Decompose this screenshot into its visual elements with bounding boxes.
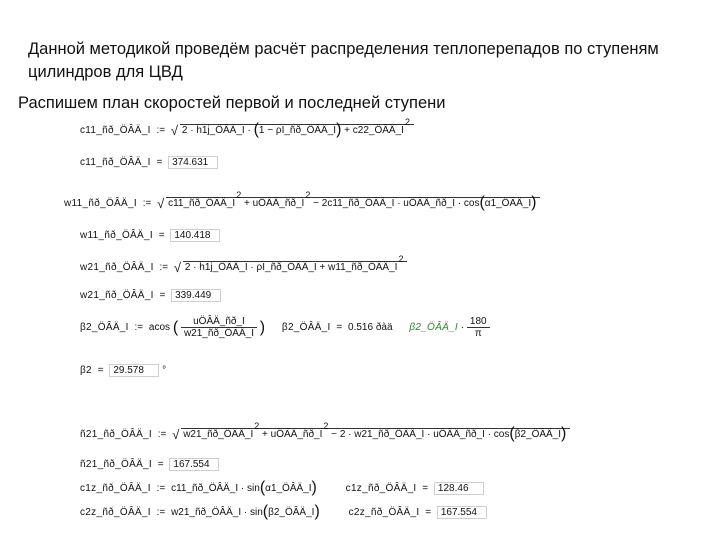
eq4-assign: := (134, 322, 144, 334)
eq2-t4: α1_ÖÂÄ_I (484, 198, 532, 209)
result-w21: w21_ñð_ÖÂÄ_I = 339.449 (80, 289, 221, 302)
eq5-t2: uÖÂÄ_ñð_I (270, 429, 323, 440)
eq6-lhs: c1z_ñð_ÖÂÄ_I (80, 483, 151, 494)
eq4-num: uÖÂÄ_ñð_I (181, 316, 257, 328)
eq7-t1: w21_ñð_ÖÂÄ_I · sin (171, 507, 263, 518)
eq5-sqrt: √ w21_ñð_ÖÂÄ_I2 + uÖÂÄ_ñð_I2 − 2 · w21_ñð_ÖÂÄ_I · uÖÂÄ_ñð_I · cos(β2_ÖÂÄ_I) (181, 428, 570, 440)
eq5-assign: := (157, 429, 167, 440)
result-c11: c11_ñð_ÖÂÄ_I = 374.631 (80, 156, 218, 169)
res4-value: 29.578 (109, 364, 159, 377)
eq4-fn: acos (148, 322, 171, 334)
res1-lhs: c11_ñð_ÖÂÄ_I (80, 157, 151, 168)
res5-value: 167.554 (169, 458, 219, 471)
res4-degree-mark: ° (162, 365, 167, 376)
equation-beta2: β2_ÖÂÄ_I := acos ( $\frac{\text{uÖÂÄ\_ñð\_I}}{\text{w21\_ñð\_ÖÂÄ\_I}}$ ) β2_ÖÂÄ_I = 0.516 ðàä β2_ÖÂÄ_I · $\frac{180}{\pi}$ (80, 316, 490, 339)
eq1-assign: := (156, 125, 166, 136)
eq1-lhs: c11_ñð_ÖÂÄ_I (80, 125, 151, 136)
eq7-assign: := (156, 507, 166, 518)
eq4-value: 0.516 (348, 322, 374, 334)
result-c21: ñ21_ñð_ÖÂÄ_I = 167.554 (80, 458, 219, 471)
eq7-lhs: c2z_ñð_ÖÂÄ_I (80, 507, 151, 518)
section-heading: Распишем план скоростей первой и последней ступени (18, 94, 446, 112)
eq7-value: 167.554 (437, 506, 487, 519)
res3-lhs: w21_ñð_ÖÂÄ_I (80, 290, 154, 301)
equation-w11 (64, 190, 540, 212)
eq7-t2: β2_ÖÂÄ_I (268, 507, 315, 518)
eq3-lhs: w21_ñð_ÖÂÄ_I (80, 262, 154, 273)
eq1-f5: c22_ÖÂÄ_I (352, 125, 404, 136)
intro-paragraph: Данной методикой проведём расчёт распределения теплоперепадов по ступеням цилиндров для ЦВД (28, 40, 659, 81)
equation-c2z: c2z_ñð_ÖÂÄ_I := w21_ñð_ÖÂÄ_I · sin(β2_ÖÂÄ_I) c2z_ñð_ÖÂÄ_I = 167.554 (80, 506, 487, 519)
res3-value: 339.449 (171, 289, 221, 302)
eq4-lhs: β2_ÖÂÄ_I (80, 322, 129, 334)
eq3-sqrt: √ 2 · h1j_ÖÂÄ_I · ρI_ñð_ÖÂÄ_I + w11_ñð_ÖÂÄ_I2 (183, 261, 408, 273)
eq5-t1: w21_ñð_ÖÂÄ_I (183, 429, 254, 440)
res1-value: 374.631 (168, 156, 218, 169)
eq2-lhs: w11_ñð_ÖÂÄ_I (64, 198, 137, 209)
eq6-assign: := (156, 483, 166, 494)
eq6-t1: c11_ñð_ÖÂÄ_I · sin (171, 483, 260, 494)
eq2-t3: 2c11_ñð_ÖÂÄ_I · uÖÂÄ_ñð_I · cos (321, 198, 480, 209)
eq2-t1: c11_ñð_ÖÂÄ_I (168, 198, 236, 209)
eq4-fraction (181, 316, 257, 339)
eq3-t2: w11_ñð_ÖÂÄ_I (328, 262, 398, 273)
eq1-sqrt: √ 2 · h1j_ÖÂÄ_I · (1 − ρI_ñð_ÖÂÄ_I) + c22_ÖÂÄ_I2 (180, 124, 414, 136)
res4-lhs: β2 (80, 365, 92, 376)
res5-lhs: ñ21_ñð_ÖÂÄ_I (80, 459, 152, 470)
eq6-lhs2: c1z_ñð_ÖÂÄ_I (345, 483, 417, 494)
eq4-den: w21_ñð_ÖÂÄ_I (183, 328, 254, 339)
result-beta2: β2 = 29.578 ° (80, 365, 167, 376)
equation-c21 (80, 421, 570, 443)
eq5-t4: β2_ÖÂÄ_I (514, 429, 562, 440)
eq3-exp: 2 (398, 254, 404, 264)
eq1-f3: 1 (258, 125, 265, 136)
eq2-assign: := (142, 198, 152, 209)
eq1-exp: 2 (404, 117, 410, 127)
eq1-f4: ρI_ñð_ÖÂÄ_I (275, 125, 337, 136)
eq4-unit: ðàä (375, 322, 393, 334)
eq3-assign: := (159, 262, 169, 273)
eq5-t3: 2 · w21_ñð_ÖÂÄ_I · uÖÂÄ_ñð_I · cos (339, 429, 510, 440)
eq1-f2: h1j_ÖÂÄ_I (196, 125, 245, 136)
eq4-num2: 180 (467, 316, 490, 328)
eq6-value: 128.46 (434, 482, 484, 495)
equation-w21 (80, 254, 407, 273)
equation-c11 (80, 117, 414, 139)
res2-value: 140.418 (170, 229, 220, 242)
eq5-lhs: ñ21_ñð_ÖÂÄ_I (80, 429, 152, 440)
eq2-sqrt: √ c11_ñð_ÖÂÄ_I2 + uÖÂÄ_ñð_I2 − 2c11_ñð_ÖÂÄ_I · uÖÂÄ_ñð_I · cos(α1_ÖÂÄ_I) (166, 197, 540, 209)
eq7-lhs2: c2z_ñð_ÖÂÄ_I (348, 507, 420, 518)
eq3-t1: 2 · h1j_ÖÂÄ_I · ρI_ñð_ÖÂÄ_I (184, 262, 317, 273)
eq2-t2: uÖÂÄ_ñð_I (252, 198, 305, 209)
eq4-deg-fraction (467, 316, 490, 339)
equation-c1z: c1z_ñð_ÖÂÄ_I := c11_ñð_ÖÂÄ_I · sin(α1_ÖÂÄ_I) c1z_ñð_ÖÂÄ_I = 128.46 (80, 482, 484, 495)
eq4-lhs3: β2_ÖÂÄ_I (409, 322, 459, 334)
result-w11: w11_ñð_ÖÂÄ_I = 140.418 (80, 229, 220, 242)
eq4-lhs2: β2_ÖÂÄ_I (281, 322, 331, 334)
eq1-f1: 2 (181, 125, 188, 136)
res2-lhs: w11_ñð_ÖÂÄ_I (80, 230, 153, 241)
eq6-t2: α1_ÖÂÄ_I (265, 483, 312, 494)
eq4-den2: π (474, 328, 482, 339)
eq4-mul: · (460, 322, 465, 334)
